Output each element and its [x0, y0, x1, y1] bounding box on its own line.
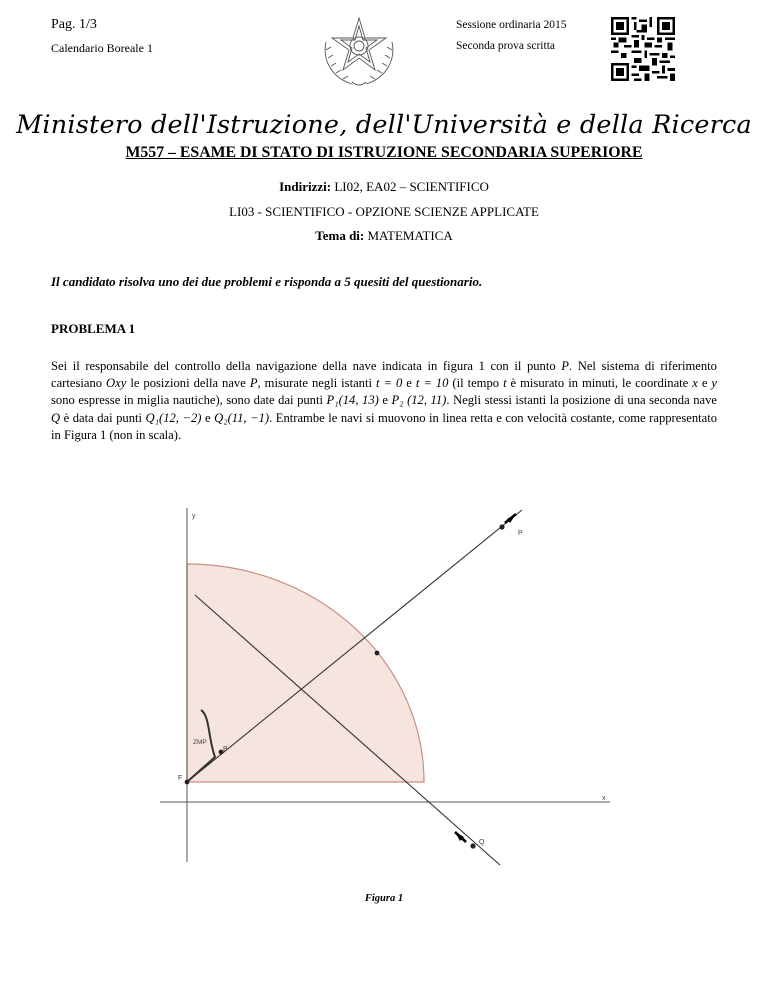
problem-heading: PROBLEMA 1	[51, 321, 136, 336]
indirizzi-line	[0, 179, 768, 195]
qr-code	[611, 17, 675, 81]
tema-label: Tema di:	[315, 228, 365, 243]
problem-text: Sei il responsabile del controllo della navigazione della nave indicata in figura 1 con il punto P. Nel sistema di riferimento cartesiano Oxy le posizioni della nave P, misurate negli istanti t = 0 e t = 10 (il tempo t è misurato in minuti, le coordinate x e y sono espresse in miglia nautiche), sono date dai punti P₁(14, 13) e P₂ (12, 11). Negli stessi istanti la posizione di una seconda nave Q è data dai punti Q₁(12, −2) e Q₂(11, −1). Entrambe le navi si muovono in linea retta e con velocità costante, come rappresentato in Figura 1 (non in scala).	[51, 359, 717, 442]
tema-value: MATEMATICA	[364, 228, 453, 243]
calendar-label: Calendario Boreale 1	[51, 41, 153, 55]
label-y: y	[192, 513, 196, 520]
point-f	[185, 780, 190, 785]
label-p: P	[518, 530, 523, 537]
instructions: Il candidato risolva uno dei due problemi e risponda a 5 quesiti del questionario.	[51, 274, 483, 289]
figure-1	[160, 500, 620, 870]
label-zmp: ZMP	[193, 739, 207, 746]
label-x: x	[602, 795, 606, 802]
indirizzi-value: LI02, EA02 – SCIENTIFICO	[331, 179, 489, 194]
point-q	[470, 843, 475, 848]
ministry-title: Ministero dell'Istruzione, dell'Università e della Ricerca	[16, 110, 752, 140]
republic-emblem	[318, 12, 400, 88]
label-b: B	[223, 746, 228, 753]
page-number: Pag. 1/3	[51, 17, 97, 32]
label-f: F	[178, 775, 183, 782]
figure-caption: Figura 1	[364, 893, 404, 904]
exam-title: M557 – ESAME DI STATO DI ISTRUZIONE SECONDARIA SUPERIORE	[125, 144, 643, 161]
test-label: Seconda prova scritta	[456, 40, 555, 52]
tema-line	[0, 228, 768, 244]
point-intersection	[375, 651, 380, 656]
indirizzi-line-2: LI03 - SCIENTIFICO - OPZIONE SCIENZE APPLICATE	[229, 204, 539, 219]
label-q: Q	[479, 839, 485, 846]
point-p	[499, 524, 504, 529]
indirizzi-label: Indirizzi:	[279, 179, 332, 194]
session-label: Sessione ordinaria 2015	[456, 19, 567, 31]
